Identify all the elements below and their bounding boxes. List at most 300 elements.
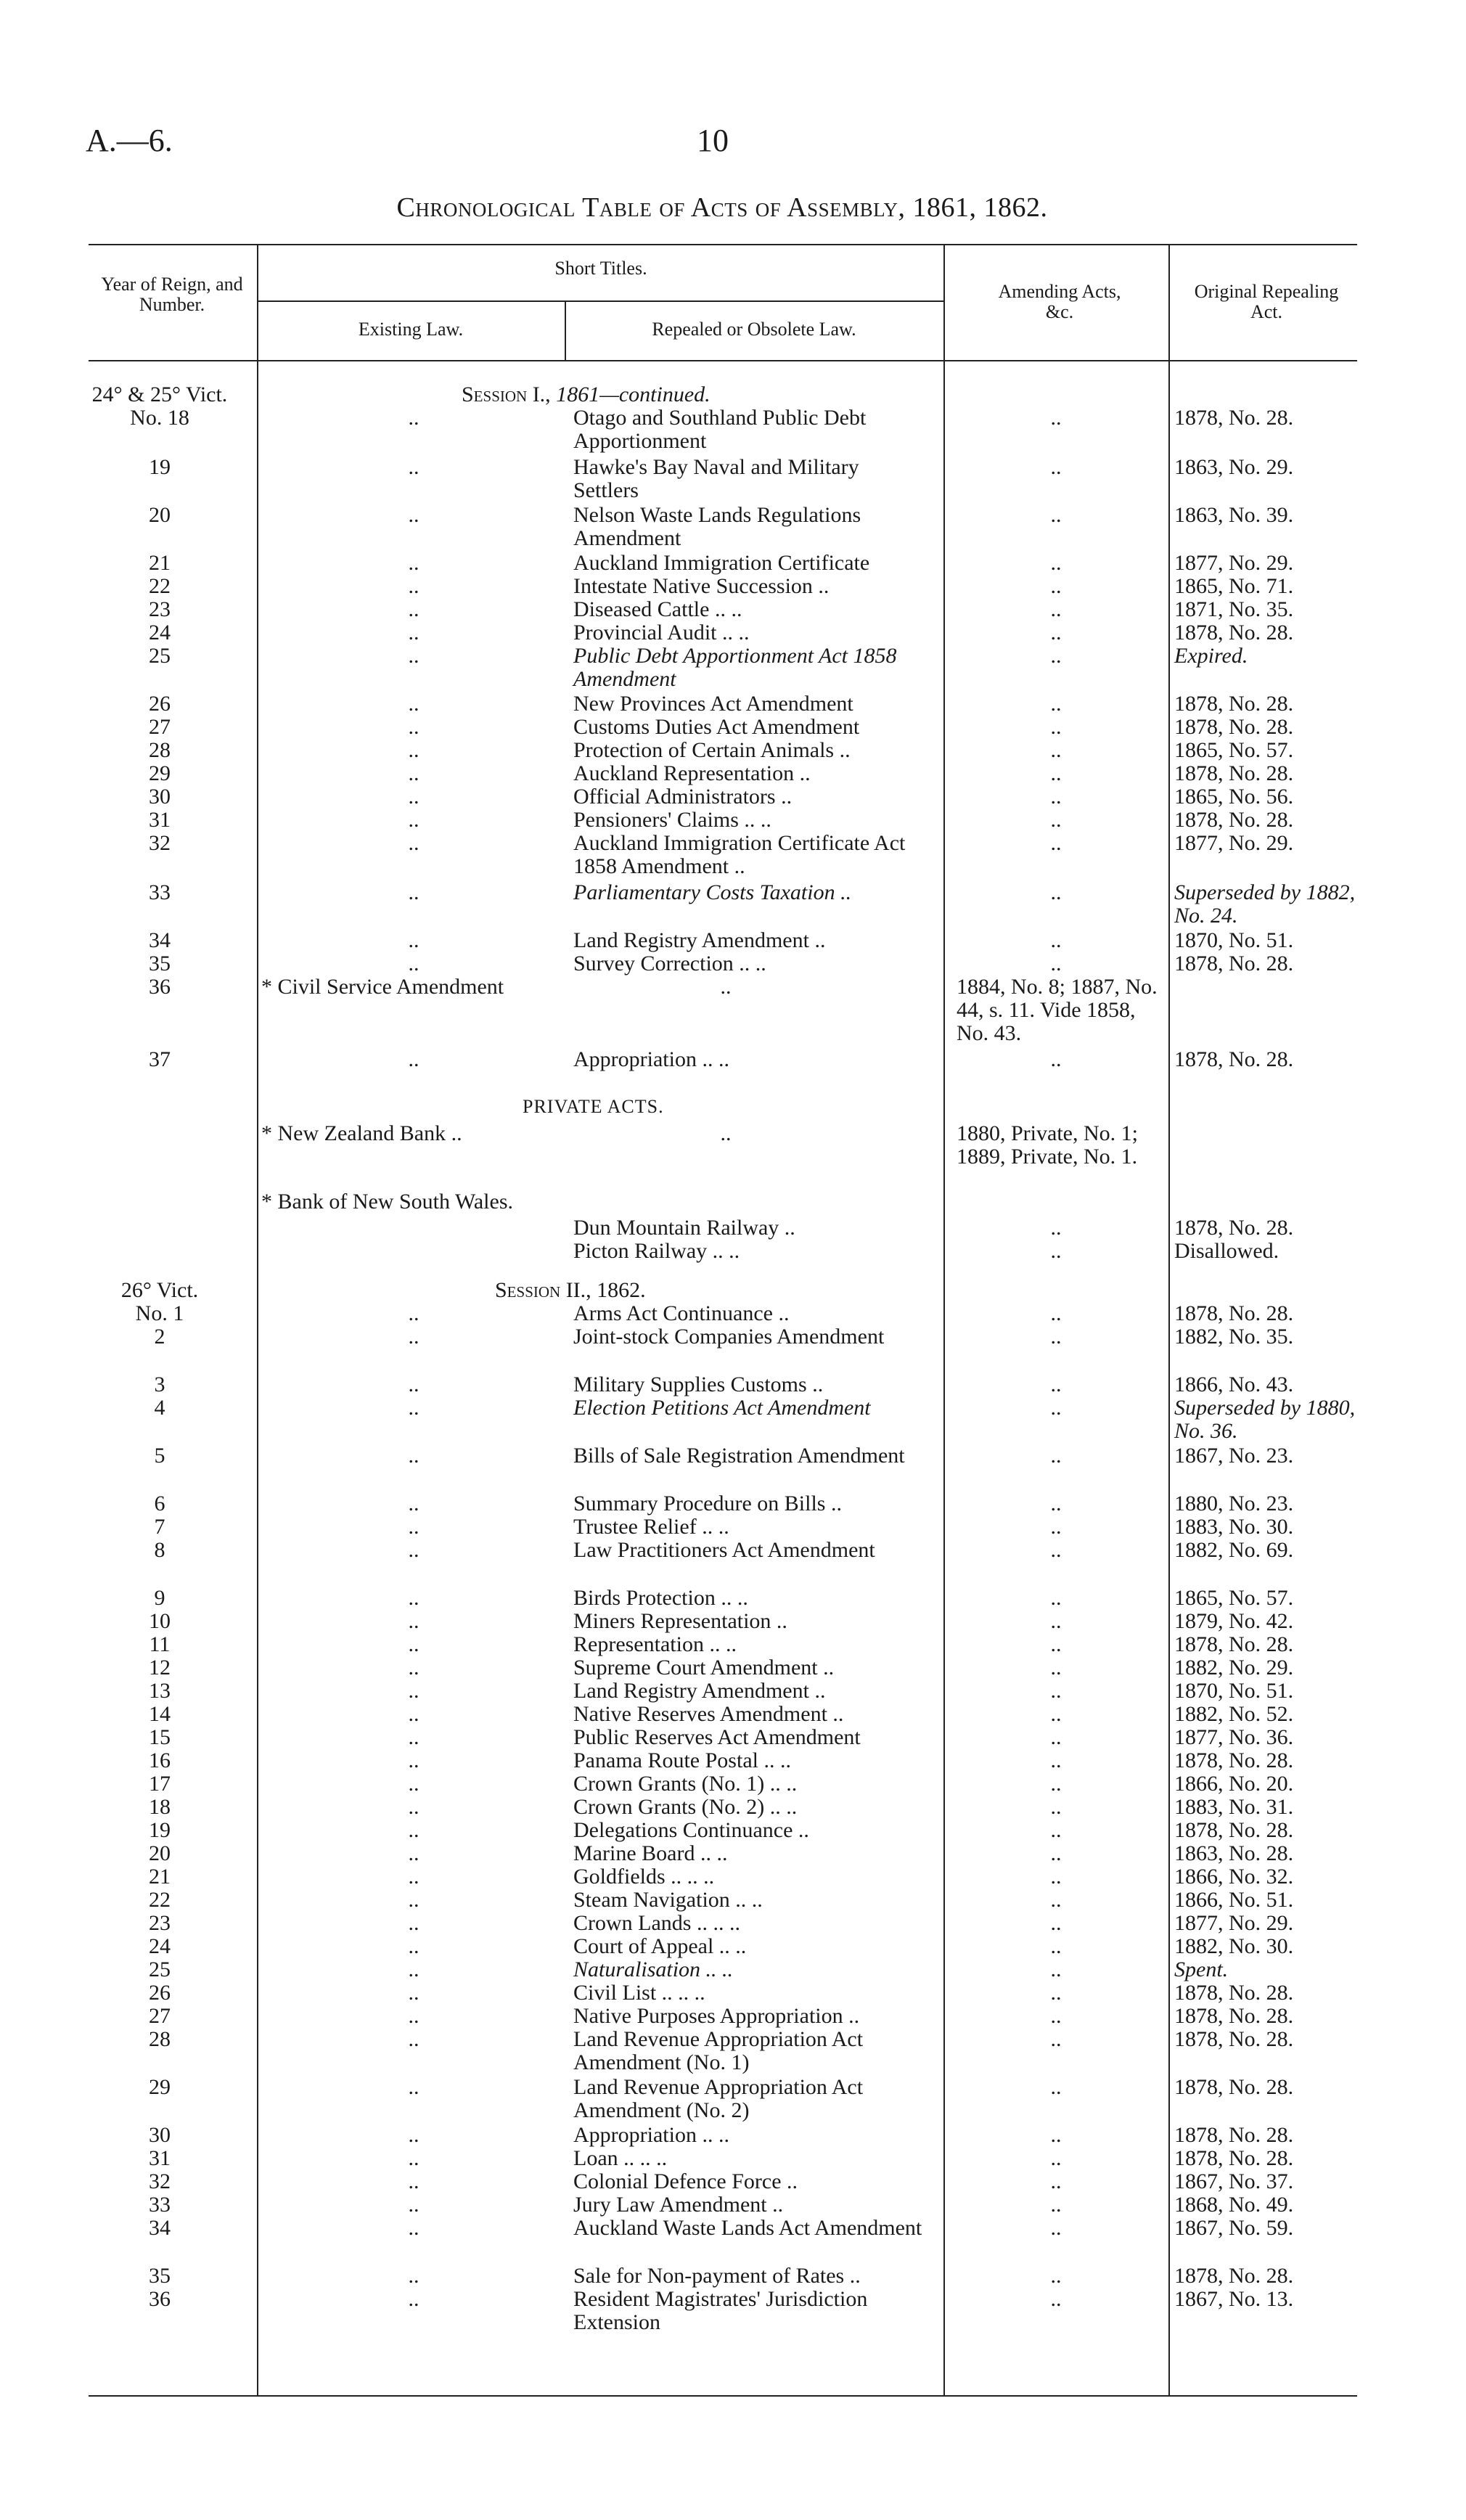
repealed-law-cell: Diseased Cattle .. .. — [573, 597, 742, 621]
page-reference: A.—6. — [86, 123, 173, 158]
existing-law-cell: .. — [408, 1679, 419, 1703]
existing-law-cell: .. — [408, 928, 419, 952]
existing-law-cell: .. — [408, 1301, 419, 1325]
repealed-law-cell: Intestate Native Succession .. — [573, 574, 830, 598]
repealed-law-cell: Auckland Waste Lands Act Amendment — [573, 2216, 922, 2240]
existing-law-cell: .. — [408, 1396, 419, 1420]
year-number: 23 — [149, 597, 171, 621]
existing-law-cell: .. — [408, 1818, 419, 1842]
reign-label-2: 26° Vict. — [120, 1278, 199, 1302]
original-repealing-cell: 1878, No. 28. — [1174, 1981, 1294, 2005]
original-repealing-cell: Superseded by 1882, No. 24. — [1174, 880, 1356, 928]
existing-law-cell: .. — [408, 551, 419, 575]
table-top-rule — [89, 244, 1357, 245]
existing-law-cell: .. — [408, 1609, 419, 1633]
amending-acts-cell: .. — [1050, 831, 1062, 855]
repealed-law-cell: Miners Representation .. — [573, 1609, 787, 1633]
repealed-law-cell: Marine Board .. .. — [573, 1841, 728, 1865]
repealed-law-cell: Law Practitioners Act Amendment — [573, 1538, 875, 1562]
session-2-heading: Session II., 1862. — [495, 1278, 646, 1302]
original-repealing-cell: 1866, No. 43. — [1174, 1372, 1294, 1396]
original-repealing-cell: 1878, No. 28. — [1174, 2004, 1294, 2028]
amending-acts-cell: .. — [1050, 1301, 1062, 1325]
year-number: 10 — [149, 1609, 171, 1633]
existing-law-cell: .. — [408, 785, 419, 809]
repealed-law-cell: Crown Grants (No. 1) .. .. — [573, 1772, 798, 1796]
year-number: 22 — [149, 1888, 171, 1912]
year-number: 12 — [149, 1656, 171, 1680]
amending-acts-cell: .. — [1050, 2264, 1062, 2288]
year-number: 30 — [149, 2123, 171, 2147]
year-number: No. 1 — [135, 1301, 184, 1325]
repealed-law-cell: Land Registry Amendment .. — [573, 928, 826, 952]
original-repealing-cell: 1882, No. 52. — [1174, 1702, 1294, 1726]
original-repealing-cell: Expired. — [1174, 644, 1248, 668]
amending-acts-cell: .. — [1050, 1795, 1062, 1819]
amending-acts-cell: .. — [1050, 2169, 1062, 2193]
amending-acts-cell: .. — [1050, 1841, 1062, 1865]
col-header-repealed: Repealed or Obsolete Law. — [652, 319, 856, 340]
year-number: 2 — [154, 1325, 165, 1349]
amending-acts-cell: .. — [1050, 880, 1062, 904]
repealed-law-cell: Auckland Representation .. — [573, 761, 811, 785]
original-repealing-cell: 1877, No. 29. — [1174, 1911, 1294, 1935]
repealed-law-cell: Steam Navigation .. .. — [573, 1888, 763, 1912]
original-repealing-cell: Disallowed. — [1174, 1239, 1279, 1263]
amending-acts-cell: 1884, No. 8; 1887, No. 44, s. 11. Vide 1858, No. 43. — [957, 975, 1158, 1045]
existing-law-cell: .. — [408, 1325, 419, 1349]
amending-acts-cell: .. — [1050, 808, 1062, 832]
repealed-law-cell: Official Administrators .. — [573, 785, 793, 809]
year-number: 22 — [149, 574, 171, 598]
year-number: 25 — [149, 1958, 171, 1981]
original-repealing-cell: Superseded by 1880, No. 36. — [1174, 1396, 1356, 1443]
existing-law-cell: .. — [408, 1725, 419, 1749]
existing-law-cell: .. — [408, 1492, 419, 1515]
existing-law-cell: .. — [408, 1934, 419, 1958]
year-number: 37 — [149, 1047, 171, 1071]
col-header-year: Year of Reign, and Number. — [101, 274, 243, 315]
amending-acts-cell: .. — [1050, 597, 1062, 621]
year-number: 31 — [149, 808, 171, 832]
original-repealing-cell: 1878, No. 28. — [1174, 1748, 1294, 1772]
amending-acts-cell: .. — [1050, 1047, 1062, 1071]
short-titles-rule — [258, 300, 943, 302]
amending-acts-cell: .. — [1050, 1981, 1062, 2005]
existing-law-cell: .. — [408, 1444, 419, 1468]
existing-law-cell: .. — [408, 503, 419, 527]
existing-law-cell: .. — [408, 692, 419, 716]
repealed-law-cell: Native Purposes Appropriation .. — [573, 2004, 860, 2028]
existing-law-cell: .. — [408, 2169, 419, 2193]
repealed-law-cell: Delegations Continuance .. — [573, 1818, 809, 1842]
original-repealing-cell: 1863, No. 39. — [1174, 503, 1294, 527]
existing-law-cell: .. — [408, 1702, 419, 1726]
repealed-law-cell: Protection of Certain Animals .. — [573, 738, 851, 762]
existing-law-cell: * Civil Service Amendment — [261, 975, 504, 999]
repealed-law-cell: .. — [720, 975, 732, 999]
original-repealing-cell: 1877, No. 36. — [1174, 1725, 1294, 1749]
existing-law-cell: .. — [408, 738, 419, 762]
col-divider-4 — [1168, 244, 1170, 2395]
amending-acts-cell: .. — [1050, 1396, 1062, 1420]
original-repealing-cell: 1871, No. 35. — [1174, 597, 1294, 621]
year-number: 17 — [149, 1772, 171, 1796]
original-repealing-cell: 1878, No. 28. — [1174, 1632, 1294, 1656]
amending-acts-cell: .. — [1050, 1325, 1062, 1349]
amending-acts-cell: .. — [1050, 738, 1062, 762]
amending-acts-cell: .. — [1050, 2123, 1062, 2147]
amending-acts-cell: .. — [1050, 1216, 1062, 1240]
year-number: 32 — [149, 831, 171, 855]
existing-law-cell: .. — [408, 761, 419, 785]
existing-law-cell: .. — [408, 1911, 419, 1935]
amending-acts-cell: .. — [1050, 692, 1062, 716]
repealed-law-cell: Otago and Southland Public Debt Apportionment — [573, 406, 867, 453]
amending-acts-cell: .. — [1050, 644, 1062, 668]
repealed-law-cell: Civil List .. .. .. — [573, 1981, 705, 2005]
amending-acts-cell: .. — [1050, 574, 1062, 598]
original-repealing-cell: 1883, No. 30. — [1174, 1515, 1294, 1539]
repealed-law-cell: Crown Grants (No. 2) .. .. — [573, 1795, 798, 1819]
repealed-law-cell: Hawke's Bay Naval and Military Settlers — [573, 455, 859, 502]
existing-law-cell: .. — [408, 1047, 419, 1071]
repealed-law-cell: Birds Protection .. .. — [573, 1586, 748, 1610]
amending-acts-cell: .. — [1050, 2216, 1062, 2240]
existing-law-cell: .. — [408, 1772, 419, 1796]
year-number: 36 — [149, 2287, 171, 2311]
existing-law-cell: .. — [408, 2193, 419, 2217]
year-number: 27 — [149, 715, 171, 739]
year-number: 32 — [149, 2169, 171, 2193]
year-number: 9 — [154, 1586, 165, 1610]
amending-acts-cell: .. — [1050, 952, 1062, 975]
repealed-law-cell: Bills of Sale Registration Amendment — [573, 1444, 905, 1468]
original-repealing-cell: 1878, No. 28. — [1174, 952, 1294, 975]
repealed-law-cell: New Provinces Act Amendment — [573, 692, 853, 716]
year-number: 35 — [149, 2264, 171, 2288]
amending-acts-cell: .. — [1050, 2004, 1062, 2028]
amending-acts-cell: .. — [1050, 1492, 1062, 1515]
repealed-law-cell: Military Supplies Customs .. — [573, 1372, 824, 1396]
amending-acts-cell: .. — [1050, 2075, 1062, 2099]
original-repealing-cell: 1878, No. 28. — [1174, 1818, 1294, 1842]
existing-law-cell: .. — [408, 2075, 419, 2099]
existing-law-cell: .. — [408, 831, 419, 855]
repealed-law-cell: Joint-stock Companies Amendment — [573, 1325, 885, 1349]
year-number: 27 — [149, 2004, 171, 2028]
existing-law-cell: .. — [408, 2216, 419, 2240]
repealed-law-cell: Parliamentary Costs Taxation .. — [573, 880, 852, 904]
year-number: 29 — [149, 2075, 171, 2099]
repealed-law-cell: Land Revenue Appropriation Act Amendment (No. 1) — [573, 2027, 864, 2074]
original-repealing-cell: 1879, No. 42. — [1174, 1609, 1294, 1633]
amending-acts-cell: .. — [1050, 1656, 1062, 1680]
original-repealing-cell: 1863, No. 29. — [1174, 455, 1294, 479]
header-bottom-rule — [89, 360, 1357, 361]
repealed-law-cell: Pensioners' Claims .. .. — [573, 808, 771, 832]
repealed-law-cell: Panama Route Postal .. .. — [573, 1748, 791, 1772]
original-repealing-cell: 1878, No. 28. — [1174, 761, 1294, 785]
existing-law-cell: .. — [408, 1515, 419, 1539]
col-header-existing: Existing Law. — [358, 319, 464, 340]
session-1-continued: 1861—continued. — [550, 382, 711, 406]
year-number: 28 — [149, 2027, 171, 2051]
existing-law-cell: .. — [408, 644, 419, 668]
col-header-short-titles: Short Titles. — [554, 258, 647, 279]
amending-acts-cell: .. — [1050, 1372, 1062, 1396]
amending-acts-cell: .. — [1050, 1632, 1062, 1656]
year-number: 6 — [154, 1492, 165, 1515]
col-divider-3 — [943, 244, 945, 2395]
existing-law-cell: .. — [408, 1865, 419, 1889]
existing-law-cell: .. — [408, 2287, 419, 2311]
original-repealing-cell: 1878, No. 28. — [1174, 715, 1294, 739]
repealed-law-cell: Resident Magistrates' Jurisdiction Extension — [573, 2287, 868, 2334]
repealed-law-cell: Arms Act Continuance .. — [573, 1301, 790, 1325]
repealed-law-cell: Colonial Defence Force .. — [573, 2169, 798, 2193]
existing-law-cell: .. — [408, 574, 419, 598]
existing-law-cell: .. — [408, 2027, 419, 2051]
existing-law-cell: .. — [408, 952, 419, 975]
amending-acts-cell: .. — [1050, 1818, 1062, 1842]
original-repealing-cell: 1878, No. 28. — [1174, 2146, 1294, 2170]
title-main: Chronological Table of Acts of Assembly — [396, 192, 898, 223]
col-divider-1 — [257, 244, 258, 2395]
existing-law-cell: .. — [408, 1748, 419, 1772]
amending-acts-cell: .. — [1050, 1725, 1062, 1749]
repealed-law-cell: Land Registry Amendment .. — [573, 1679, 826, 1703]
amending-acts-cell: .. — [1050, 1444, 1062, 1468]
existing-law-cell: .. — [408, 1372, 419, 1396]
year-number: 31 — [149, 2146, 171, 2170]
amending-acts-cell: .. — [1050, 1609, 1062, 1633]
original-repealing-cell: 1867, No. 23. — [1174, 1444, 1294, 1468]
year-number: 34 — [149, 928, 171, 952]
year-number: 20 — [149, 1841, 171, 1865]
year-number: 24 — [149, 1934, 171, 1958]
existing-law-cell: * Bank of New South Wales. — [261, 1190, 513, 1214]
original-repealing-cell: 1870, No. 51. — [1174, 928, 1294, 952]
year-number: 28 — [149, 738, 171, 762]
year-number: 20 — [149, 503, 171, 527]
year-number: 14 — [149, 1702, 171, 1726]
year-number: 33 — [149, 880, 171, 904]
private-acts-heading: PRIVATE ACTS. — [523, 1096, 664, 1117]
year-number: 21 — [149, 1865, 171, 1889]
year-number: 23 — [149, 1911, 171, 1935]
existing-law-cell: .. — [408, 1841, 419, 1865]
existing-law-cell: .. — [408, 406, 419, 430]
original-repealing-cell: 1882, No. 35. — [1174, 1325, 1294, 1349]
amending-acts-cell: .. — [1050, 1515, 1062, 1539]
existing-law-cell: .. — [408, 1632, 419, 1656]
original-repealing-cell: 1866, No. 32. — [1174, 1865, 1294, 1889]
original-repealing-cell: 1878, No. 28. — [1174, 2264, 1294, 2288]
amending-acts-cell: .. — [1050, 785, 1062, 809]
repealed-law-cell: Survey Correction .. .. — [573, 952, 766, 975]
repealed-law-cell: Picton Railway .. .. — [573, 1239, 740, 1263]
repealed-law-cell: Appropriation .. .. — [573, 2123, 729, 2147]
year-number: 34 — [149, 2216, 171, 2240]
amending-acts-cell: .. — [1050, 1958, 1062, 1981]
year-number: 35 — [149, 952, 171, 975]
original-repealing-cell: 1878, No. 28. — [1174, 2027, 1294, 2051]
amending-acts-cell: .. — [1050, 406, 1062, 430]
repealed-law-cell: Crown Lands .. .. .. — [573, 1911, 740, 1935]
amending-acts-cell: .. — [1050, 455, 1062, 479]
amending-acts-cell: .. — [1050, 621, 1062, 645]
year-number: 3 — [154, 1372, 165, 1396]
year-number: 29 — [149, 761, 171, 785]
original-repealing-cell: 1877, No. 29. — [1174, 551, 1294, 575]
original-repealing-cell: 1880, No. 23. — [1174, 1492, 1294, 1515]
original-repealing-cell: 1878, No. 28. — [1174, 692, 1294, 716]
repealed-law-cell: Summary Procedure on Bills .. — [573, 1492, 842, 1515]
year-number: 8 — [154, 1538, 165, 1562]
amending-acts-cell: .. — [1050, 2146, 1062, 2170]
amending-acts-cell: .. — [1050, 2027, 1062, 2051]
session-1-label: Session I., — [462, 382, 551, 406]
original-repealing-cell: 1878, No. 28. — [1174, 621, 1294, 645]
amending-acts-cell: .. — [1050, 1239, 1062, 1263]
page-number: 10 — [697, 123, 729, 158]
existing-law-cell: .. — [408, 1981, 419, 2005]
repealed-law-cell: Auckland Immigration Certificate — [573, 551, 870, 575]
year-number: 33 — [149, 2193, 171, 2217]
year-number: 25 — [149, 644, 171, 668]
amending-acts-cell: .. — [1050, 1865, 1062, 1889]
amending-acts-cell: .. — [1050, 503, 1062, 527]
year-number: 26 — [149, 1981, 171, 2005]
original-repealing-cell: 1882, No. 29. — [1174, 1656, 1294, 1680]
repealed-law-cell: Public Debt Apportionment Act 1858 Amendment — [573, 644, 897, 691]
original-repealing-cell: 1867, No. 13. — [1174, 2287, 1294, 2311]
original-repealing-cell: 1878, No. 28. — [1174, 2075, 1294, 2099]
original-repealing-cell: 1877, No. 29. — [1174, 831, 1294, 855]
original-repealing-cell: 1878, No. 28. — [1174, 1047, 1294, 1071]
original-repealing-cell: 1866, No. 51. — [1174, 1888, 1294, 1912]
repealed-law-cell: Trustee Relief .. .. — [573, 1515, 729, 1539]
year-number: 4 — [154, 1396, 165, 1420]
repealed-law-cell: Jury Law Amendment .. — [573, 2193, 784, 2217]
year-number: 15 — [149, 1725, 171, 1749]
original-repealing-cell: 1882, No. 69. — [1174, 1538, 1294, 1562]
repealed-law-cell: Court of Appeal .. .. — [573, 1934, 747, 1958]
repealed-law-cell: Provincial Audit .. .. — [573, 621, 750, 645]
repealed-law-cell: Supreme Court Amendment .. — [573, 1656, 835, 1680]
amending-acts-cell: .. — [1050, 2287, 1062, 2311]
year-number: No. 18 — [130, 406, 189, 430]
repealed-law-cell: Loan .. .. .. — [573, 2146, 668, 2170]
existing-law-cell: .. — [408, 1888, 419, 1912]
existing-law-cell: .. — [408, 880, 419, 904]
year-number: 21 — [149, 551, 171, 575]
original-repealing-cell: 1870, No. 51. — [1174, 1679, 1294, 1703]
amending-acts-cell: .. — [1050, 1679, 1062, 1703]
title-years: , 1861, 1862. — [898, 192, 1048, 223]
year-number: 36 — [149, 975, 171, 999]
original-repealing-cell: 1868, No. 49. — [1174, 2193, 1294, 2217]
original-repealing-cell: 1867, No. 37. — [1174, 2169, 1294, 2193]
repealed-law-cell: Dun Mountain Railway .. — [573, 1216, 795, 1240]
col-header-original: Original Repealing Act. — [1194, 281, 1339, 322]
repealed-law-cell: Customs Duties Act Amendment — [573, 715, 860, 739]
original-repealing-cell: 1867, No. 59. — [1174, 2216, 1294, 2240]
repealed-law-cell: Nelson Waste Lands Regulations Amendment — [573, 503, 861, 550]
existing-law-cell: .. — [408, 2004, 419, 2028]
original-repealing-cell: 1866, No. 20. — [1174, 1772, 1294, 1796]
year-number: 11 — [149, 1632, 171, 1656]
original-repealing-cell: 1865, No. 71. — [1174, 574, 1294, 598]
year-number: 7 — [154, 1515, 165, 1539]
repealed-law-cell: Appropriation .. .. — [573, 1047, 729, 1071]
existing-law-cell: .. — [408, 2264, 419, 2288]
amending-acts-cell: .. — [1050, 1748, 1062, 1772]
page-title — [0, 192, 1444, 224]
reign-label-1: 24° & 25° Vict. — [91, 382, 228, 406]
year-number: 19 — [149, 455, 171, 479]
original-repealing-cell: 1878, No. 28. — [1174, 1216, 1294, 1240]
amending-acts-cell: .. — [1050, 2193, 1062, 2217]
col-header-amending: Amending Acts, &c. — [998, 281, 1121, 322]
existing-law-cell: * New Zealand Bank .. — [261, 1121, 462, 1145]
original-repealing-cell: 1878, No. 28. — [1174, 406, 1294, 430]
original-repealing-cell: 1882, No. 30. — [1174, 1934, 1294, 1958]
amending-acts-cell: 1880, Private, No. 1; 1889, Private, No. 1. — [957, 1121, 1138, 1169]
year-number: 13 — [149, 1679, 171, 1703]
year-number: 19 — [149, 1818, 171, 1842]
repealed-law-cell: Election Petitions Act Amendment — [573, 1396, 871, 1420]
repealed-law-cell: Representation .. .. — [573, 1632, 737, 1656]
existing-law-cell: .. — [408, 2146, 419, 2170]
original-repealing-cell: 1878, No. 28. — [1174, 1301, 1294, 1325]
year-number: 16 — [149, 1748, 171, 1772]
amending-acts-cell: .. — [1050, 1586, 1062, 1610]
existing-law-cell: .. — [408, 1538, 419, 1562]
existing-law-cell: .. — [408, 455, 419, 479]
session-1-heading — [462, 383, 711, 406]
original-repealing-cell: 1883, No. 31. — [1174, 1795, 1294, 1819]
amending-acts-cell: .. — [1050, 761, 1062, 785]
table-bottom-rule — [89, 2395, 1357, 2397]
existing-law-cell: .. — [408, 597, 419, 621]
existing-law-cell: .. — [408, 1958, 419, 1981]
existing-law-cell: .. — [408, 808, 419, 832]
repealed-law-cell: Public Reserves Act Amendment — [573, 1725, 861, 1749]
existing-law-cell: .. — [408, 621, 419, 645]
amending-acts-cell: .. — [1050, 1934, 1062, 1958]
repealed-law-cell: Native Reserves Amendment .. — [573, 1702, 844, 1726]
repealed-law-cell: Auckland Immigration Certificate Act 1858 Amendment .. — [573, 831, 906, 878]
existing-law-cell: .. — [408, 715, 419, 739]
year-number: 5 — [154, 1444, 165, 1468]
existing-law-cell: .. — [408, 1795, 419, 1819]
year-number: 26 — [149, 692, 171, 716]
year-number: 18 — [149, 1795, 171, 1819]
repealed-law-cell: Goldfields .. .. .. — [573, 1865, 715, 1889]
amending-acts-cell: .. — [1050, 1772, 1062, 1796]
year-number: 24 — [149, 621, 171, 645]
amending-acts-cell: .. — [1050, 1538, 1062, 1562]
existing-law-cell: .. — [408, 1586, 419, 1610]
original-repealing-cell: 1865, No. 57. — [1174, 738, 1294, 762]
repealed-law-cell: .. — [720, 1121, 732, 1145]
repealed-law-cell: Land Revenue Appropriation Act Amendment (No. 2) — [573, 2075, 864, 2122]
original-repealing-cell: 1865, No. 57. — [1174, 1586, 1294, 1610]
amending-acts-cell: .. — [1050, 1888, 1062, 1912]
original-repealing-cell: 1878, No. 28. — [1174, 2123, 1294, 2147]
